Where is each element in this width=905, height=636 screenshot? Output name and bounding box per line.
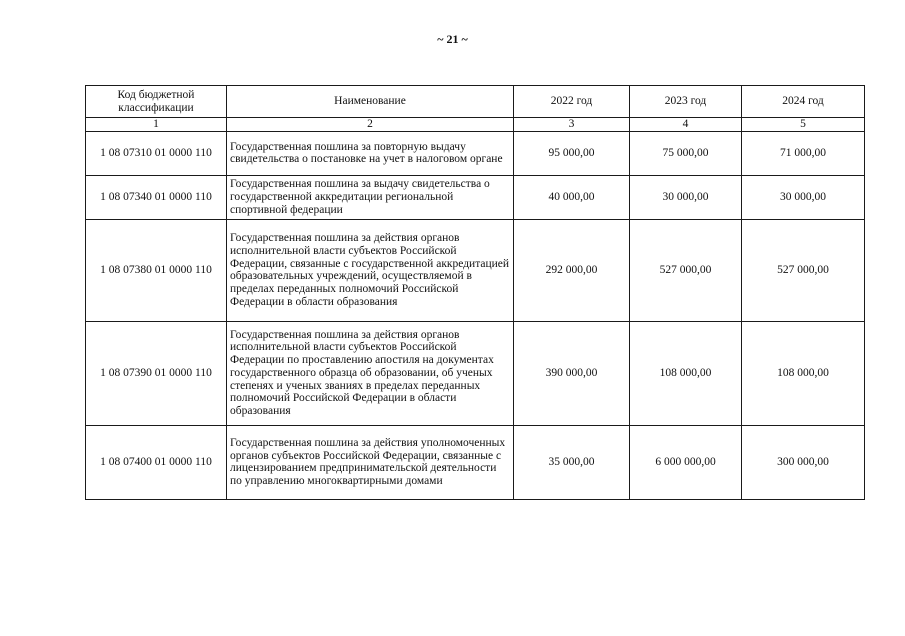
header-2024: 2024 год <box>742 86 865 118</box>
amount-2022: 292 000,00 <box>514 219 630 321</box>
header-2023: 2023 год <box>630 86 742 118</box>
header-2022: 2022 год <box>514 86 630 118</box>
amount-2023: 527 000,00 <box>630 219 742 321</box>
amount-2024: 300 000,00 <box>742 425 865 499</box>
item-name: Государственная пошлина за действия органов исполнительной власти субъектов Российской Федерации, связанные с государственной аккредитацией образовательных учреждений, осуществляемой в пределах переданных полномочий Российской Федерации в области образования <box>227 219 514 321</box>
amount-2022: 390 000,00 <box>514 321 630 425</box>
amount-2023: 30 000,00 <box>630 175 742 219</box>
header-code: Код бюджетной классификации <box>86 86 227 118</box>
table-row <box>86 219 865 321</box>
header-name: Наименование <box>227 86 514 118</box>
budget-code: 1 08 07310 01 0000 110 <box>86 131 227 175</box>
amount-2022: 35 000,00 <box>514 425 630 499</box>
column-number-row <box>86 118 865 132</box>
header-row <box>86 86 865 118</box>
item-name: Государственная пошлина за действия органов исполнительной власти субъектов Российской Федерации по проставлению апостиля на документах государственного образца об образовании, об ученых степенях и ученых званиях в пределах переданных полномочий Российской Федерации в области образования <box>227 321 514 425</box>
table-row <box>86 175 865 219</box>
budget-code: 1 08 07390 01 0000 110 <box>86 321 227 425</box>
amount-2024: 527 000,00 <box>742 219 865 321</box>
page-number: ~ 21 ~ <box>437 32 468 46</box>
budget-code: 1 08 07380 01 0000 110 <box>86 219 227 321</box>
column-number: 4 <box>630 118 742 132</box>
amount-2022: 40 000,00 <box>514 175 630 219</box>
budget-code: 1 08 07400 01 0000 110 <box>86 425 227 499</box>
table-row <box>86 321 865 425</box>
item-name: Государственная пошлина за повторную выдачу свидетельства о постановке на учет в налоговом органе <box>227 131 514 175</box>
column-number: 1 <box>86 118 227 132</box>
column-number: 5 <box>742 118 865 132</box>
amount-2023: 6 000 000,00 <box>630 425 742 499</box>
amount-2024: 108 000,00 <box>742 321 865 425</box>
amount-2023: 75 000,00 <box>630 131 742 175</box>
item-name: Государственная пошлина за выдачу свидетельства о государственной аккредитации региональной спортивной федерации <box>227 175 514 219</box>
column-number: 3 <box>514 118 630 132</box>
amount-2024: 71 000,00 <box>742 131 865 175</box>
item-name: Государственная пошлина за действия уполномоченных органов субъектов Российской Федерации, связанные с лицензированием предпринимательской деятельности по управлению многоквартирными домами <box>227 425 514 499</box>
budget-table <box>85 85 865 500</box>
amount-2022: 95 000,00 <box>514 131 630 175</box>
amount-2024: 30 000,00 <box>742 175 865 219</box>
table-row <box>86 425 865 499</box>
column-number: 2 <box>227 118 514 132</box>
amount-2023: 108 000,00 <box>630 321 742 425</box>
budget-code: 1 08 07340 01 0000 110 <box>86 175 227 219</box>
table-row <box>86 131 865 175</box>
